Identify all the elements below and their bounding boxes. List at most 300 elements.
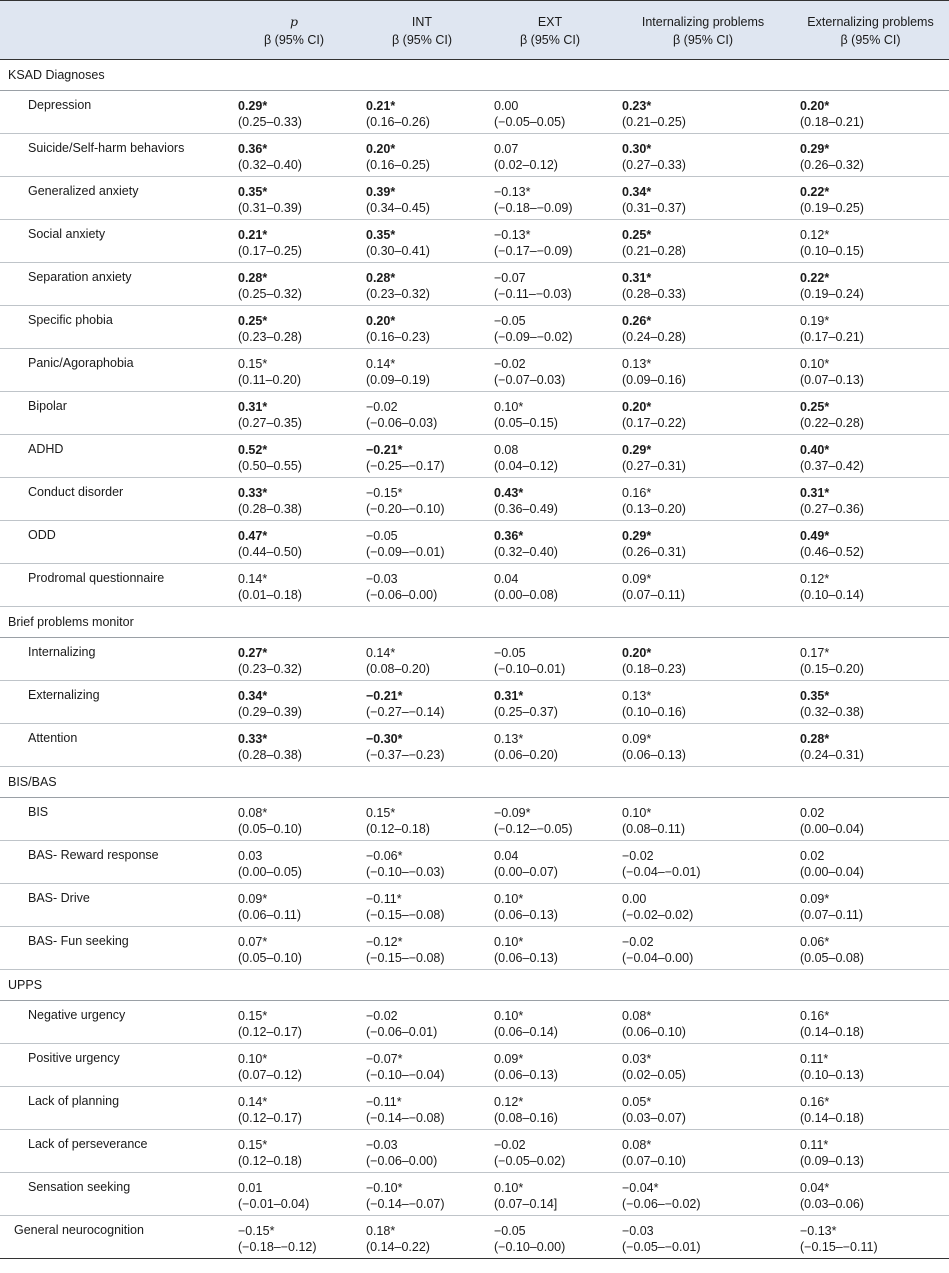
row-label: Attention <box>0 724 230 767</box>
beta-value: 0.02 <box>800 849 825 863</box>
beta-value: 0.07* <box>238 935 268 949</box>
confidence-interval: (0.07–0.11) <box>622 588 686 602</box>
value-cell <box>792 220 949 263</box>
beta-value: 0.13* <box>622 689 652 703</box>
value-cell <box>486 638 614 681</box>
header-corner <box>0 1 230 32</box>
value-cell <box>792 392 949 435</box>
confidence-interval: (−0.10–0.01) <box>494 662 566 676</box>
beta-value: 0.09* <box>622 572 652 586</box>
value-cell <box>358 564 486 607</box>
confidence-interval: (0.37–0.42) <box>800 459 864 473</box>
value-cell <box>358 435 486 478</box>
value-cell <box>614 478 792 521</box>
confidence-interval: (0.00–0.05) <box>238 865 302 879</box>
confidence-interval: (−0.04–0.00) <box>622 951 694 965</box>
value-cell <box>230 91 358 134</box>
value-cell <box>358 134 486 177</box>
value-cell <box>230 177 358 220</box>
value-cell <box>486 1044 614 1087</box>
value-cell <box>792 1044 949 1087</box>
beta-value: 0.28* <box>238 271 268 285</box>
table-row <box>0 681 949 724</box>
beta-value: 0.03* <box>622 1052 652 1066</box>
confidence-interval: (0.30–0.41) <box>366 244 430 258</box>
value-cell <box>358 220 486 263</box>
value-cell <box>792 564 949 607</box>
value-cell <box>792 638 949 681</box>
confidence-interval: (0.10–0.16) <box>622 705 686 719</box>
table-row <box>0 392 949 435</box>
confidence-interval: (0.00–0.04) <box>800 865 864 879</box>
confidence-interval: (−0.15–−0.08) <box>366 951 445 965</box>
beta-value: 0.15* <box>238 1009 268 1023</box>
column-header-internalizing: Internalizing problems <box>614 1 792 32</box>
table-row <box>0 1173 949 1216</box>
row-label: Social anxiety <box>0 220 230 263</box>
beta-value: −0.04* <box>622 1181 659 1195</box>
beta-value: 0.10* <box>494 1009 524 1023</box>
confidence-interval: (0.23–0.32) <box>238 662 302 676</box>
confidence-interval: (−0.20–−0.10) <box>366 502 445 516</box>
value-cell <box>358 91 486 134</box>
table-row <box>0 91 949 134</box>
value-cell <box>230 681 358 724</box>
beta-value: 0.23* <box>622 99 652 113</box>
section-title: KSAD Diagnoses <box>0 60 949 91</box>
confidence-interval: (−0.15–−0.08) <box>366 908 445 922</box>
beta-value: −0.06* <box>366 849 403 863</box>
confidence-interval: (0.11–0.20) <box>238 373 302 387</box>
value-cell <box>792 724 949 767</box>
row-label: General neurocognition <box>0 1216 230 1259</box>
confidence-interval: (0.10–0.15) <box>800 244 864 258</box>
value-cell <box>614 392 792 435</box>
table-row <box>0 478 949 521</box>
beta-value: 0.10* <box>494 1181 524 1195</box>
value-cell <box>230 1130 358 1173</box>
confidence-interval: (0.25–0.32) <box>238 287 302 301</box>
beta-value: 0.20* <box>366 142 396 156</box>
value-cell <box>230 306 358 349</box>
beta-value: −0.15* <box>238 1224 275 1238</box>
row-label: Specific phobia <box>0 306 230 349</box>
table-row <box>0 263 949 306</box>
value-cell <box>486 564 614 607</box>
confidence-interval: (−0.37–−0.23) <box>366 748 445 762</box>
row-label: BIS <box>0 798 230 841</box>
confidence-interval: (−0.17–−0.09) <box>494 244 573 258</box>
confidence-interval: (0.24–0.28) <box>622 330 686 344</box>
beta-value: 0.10* <box>622 806 652 820</box>
value-cell <box>614 134 792 177</box>
table-row <box>0 1130 949 1173</box>
beta-value: 0.00 <box>494 99 519 113</box>
value-cell <box>614 263 792 306</box>
value-cell <box>792 1173 949 1216</box>
value-cell <box>358 724 486 767</box>
confidence-interval: (0.07–0.11) <box>800 908 864 922</box>
beta-value: −0.15* <box>366 486 403 500</box>
beta-value: 0.04 <box>494 572 519 586</box>
value-cell <box>614 638 792 681</box>
beta-value: −0.03 <box>366 1138 398 1152</box>
confidence-interval: (−0.12–−0.05) <box>494 822 573 836</box>
table-row <box>0 1087 949 1130</box>
value-cell <box>358 681 486 724</box>
confidence-interval: (0.06–0.13) <box>494 1068 558 1082</box>
table-row <box>0 306 949 349</box>
beta-value: 0.10* <box>800 357 830 371</box>
confidence-interval: (0.27–0.31) <box>622 459 686 473</box>
beta-value: 0.21* <box>366 99 396 113</box>
beta-value: 0.29* <box>622 443 652 457</box>
beta-value: 0.26* <box>622 314 652 328</box>
confidence-interval: (0.32–0.40) <box>494 545 558 559</box>
table-row <box>0 638 949 681</box>
confidence-interval: (0.05–0.10) <box>238 951 302 965</box>
value-cell <box>614 306 792 349</box>
confidence-interval: (0.00–0.08) <box>494 588 558 602</box>
confidence-interval: (0.29–0.39) <box>238 705 302 719</box>
beta-value: 0.05* <box>622 1095 652 1109</box>
value-cell <box>614 1087 792 1130</box>
confidence-interval: (0.08–0.20) <box>366 662 430 676</box>
table-row <box>0 435 949 478</box>
value-cell <box>792 798 949 841</box>
beta-value: 0.43* <box>494 486 524 500</box>
value-cell <box>614 1044 792 1087</box>
value-cell <box>230 349 358 392</box>
confidence-interval: (0.06–0.20) <box>494 748 558 762</box>
value-cell <box>230 478 358 521</box>
beta-value: 0.07 <box>494 142 519 156</box>
beta-value: 0.22* <box>800 185 830 199</box>
beta-value: −0.03 <box>622 1224 654 1238</box>
beta-value: 0.20* <box>622 646 652 660</box>
value-cell <box>614 91 792 134</box>
confidence-interval: (0.34–0.45) <box>366 201 430 215</box>
beta-value: −0.05 <box>366 529 398 543</box>
beta-value: 0.29* <box>622 529 652 543</box>
row-label: Positive urgency <box>0 1044 230 1087</box>
confidence-interval: (0.18–0.21) <box>800 115 864 129</box>
confidence-interval: (0.21–0.28) <box>622 244 686 258</box>
value-cell <box>486 927 614 970</box>
value-cell <box>792 177 949 220</box>
value-cell <box>792 1087 949 1130</box>
row-label: Lack of perseverance <box>0 1130 230 1173</box>
section-row <box>0 767 949 798</box>
column-header-int: INT <box>358 1 486 32</box>
beta-value: 0.19* <box>800 314 830 328</box>
value-cell <box>230 884 358 927</box>
value-cell <box>614 884 792 927</box>
value-cell <box>486 1001 614 1044</box>
table-row <box>0 564 949 607</box>
confidence-interval: (−0.15–−0.11) <box>800 1240 878 1254</box>
table-header <box>0 1 949 60</box>
confidence-interval: (0.00–0.04) <box>800 822 864 836</box>
beta-value: 0.17* <box>800 646 830 660</box>
column-sublabel: β (95% CI) <box>230 31 358 60</box>
confidence-interval: (0.12–0.17) <box>238 1025 302 1039</box>
value-cell <box>358 1216 486 1259</box>
value-cell <box>614 435 792 478</box>
beta-value: 0.01 <box>238 1181 263 1195</box>
beta-value: 0.04 <box>494 849 519 863</box>
beta-value: 0.35* <box>238 185 268 199</box>
beta-value: 0.10* <box>494 935 524 949</box>
beta-value: −0.05 <box>494 1224 526 1238</box>
table-row <box>0 724 949 767</box>
value-cell <box>230 220 358 263</box>
header-corner-sub <box>0 31 230 60</box>
confidence-interval: (0.27–0.36) <box>800 502 864 516</box>
value-cell <box>614 681 792 724</box>
beta-value: 0.03 <box>238 849 263 863</box>
confidence-interval: (0.04–0.12) <box>494 459 558 473</box>
value-cell <box>792 478 949 521</box>
section-row <box>0 60 949 91</box>
confidence-interval: (0.01–0.18) <box>238 588 302 602</box>
row-label: Sensation seeking <box>0 1173 230 1216</box>
confidence-interval: (0.03–0.06) <box>800 1197 864 1211</box>
beta-value: 0.09* <box>800 892 830 906</box>
value-cell <box>230 1173 358 1216</box>
confidence-interval: (0.06–0.13) <box>494 908 558 922</box>
table-row <box>0 1044 949 1087</box>
value-cell <box>486 220 614 263</box>
value-cell <box>486 478 614 521</box>
column-sublabel: β (95% CI) <box>358 31 486 60</box>
value-cell <box>358 1001 486 1044</box>
beta-value: 0.12* <box>494 1095 524 1109</box>
table-row <box>0 177 949 220</box>
table-row <box>0 798 949 841</box>
confidence-interval: (0.09–0.13) <box>800 1154 864 1168</box>
row-label: BAS- Reward response <box>0 841 230 884</box>
beta-value: 0.36* <box>238 142 268 156</box>
confidence-interval: (−0.06–0.03) <box>366 416 438 430</box>
value-cell <box>358 1087 486 1130</box>
beta-value: −0.21* <box>366 443 403 457</box>
confidence-interval: (0.05–0.15) <box>494 416 558 430</box>
confidence-interval: (−0.07–0.03) <box>494 373 566 387</box>
section-title: UPPS <box>0 970 949 1001</box>
confidence-interval: (0.08–0.16) <box>494 1111 558 1125</box>
confidence-interval: (0.05–0.08) <box>800 951 864 965</box>
confidence-interval: (0.18–0.23) <box>622 662 686 676</box>
value-cell <box>486 392 614 435</box>
beta-value: 0.14* <box>366 357 396 371</box>
value-cell <box>614 1173 792 1216</box>
value-cell <box>614 927 792 970</box>
row-label: ADHD <box>0 435 230 478</box>
confidence-interval: (−0.05–0.02) <box>494 1154 566 1168</box>
confidence-interval: (−0.01–0.04) <box>238 1197 310 1211</box>
table-row <box>0 927 949 970</box>
confidence-interval: (0.50–0.55) <box>238 459 302 473</box>
row-label: Negative urgency <box>0 1001 230 1044</box>
value-cell <box>486 841 614 884</box>
beta-value: −0.11* <box>366 892 402 906</box>
confidence-interval: (0.14–0.18) <box>800 1025 864 1039</box>
beta-value: −0.09* <box>494 806 531 820</box>
confidence-interval: (−0.06–0.01) <box>366 1025 438 1039</box>
confidence-interval: (0.22–0.28) <box>800 416 864 430</box>
row-label: Conduct disorder <box>0 478 230 521</box>
beta-value: −0.30* <box>366 732 403 746</box>
beta-value: 0.25* <box>238 314 268 328</box>
beta-value: 0.39* <box>366 185 396 199</box>
beta-value: 0.34* <box>622 185 652 199</box>
beta-value: 0.08* <box>238 806 268 820</box>
confidence-interval: (0.28–0.38) <box>238 748 302 762</box>
beta-value: −0.07* <box>366 1052 403 1066</box>
confidence-interval: (−0.10–−0.03) <box>366 865 445 879</box>
beta-value: 0.35* <box>800 689 830 703</box>
beta-value: 0.10* <box>238 1052 268 1066</box>
confidence-interval: (0.23–0.32) <box>366 287 430 301</box>
confidence-interval: (0.06–0.10) <box>622 1025 686 1039</box>
value-cell <box>230 134 358 177</box>
confidence-interval: (−0.02–0.02) <box>622 908 694 922</box>
table-row <box>0 1001 949 1044</box>
beta-value: −0.21* <box>366 689 403 703</box>
confidence-interval: (0.19–0.25) <box>800 201 864 215</box>
value-cell <box>358 478 486 521</box>
value-cell <box>614 564 792 607</box>
value-cell <box>358 1044 486 1087</box>
confidence-interval: (0.32–0.40) <box>238 158 302 172</box>
value-cell <box>486 1087 614 1130</box>
beta-value: −0.07 <box>494 271 526 285</box>
value-cell <box>358 1130 486 1173</box>
confidence-interval: (0.02–0.12) <box>494 158 558 172</box>
beta-value: 0.11* <box>800 1138 829 1152</box>
value-cell <box>230 392 358 435</box>
value-cell <box>792 1130 949 1173</box>
table-row <box>0 220 949 263</box>
beta-value: 0.20* <box>622 400 652 414</box>
value-cell <box>792 1216 949 1259</box>
confidence-interval: (0.07–0.14] <box>494 1197 558 1211</box>
confidence-interval: (−0.27–−0.14) <box>366 705 445 719</box>
row-label: BAS- Drive <box>0 884 230 927</box>
value-cell <box>792 134 949 177</box>
confidence-interval: (0.16–0.26) <box>366 115 430 129</box>
value-cell <box>792 435 949 478</box>
confidence-interval: (−0.14–−0.08) <box>366 1111 445 1125</box>
beta-value: 0.20* <box>366 314 396 328</box>
value-cell <box>614 841 792 884</box>
value-cell <box>614 349 792 392</box>
beta-value: −0.02 <box>622 935 654 949</box>
beta-value: 0.30* <box>622 142 652 156</box>
value-cell <box>358 306 486 349</box>
confidence-interval: (−0.14–−0.07) <box>366 1197 445 1211</box>
confidence-interval: (0.10–0.14) <box>800 588 864 602</box>
row-label: Internalizing <box>0 638 230 681</box>
value-cell <box>230 927 358 970</box>
table-row <box>0 134 949 177</box>
column-sublabel: β (95% CI) <box>614 31 792 60</box>
column-sublabel: β (95% CI) <box>792 31 949 60</box>
value-cell <box>486 724 614 767</box>
confidence-interval: (−0.06–−0.02) <box>622 1197 701 1211</box>
beta-value: 0.00 <box>622 892 647 906</box>
table-row <box>0 1216 949 1259</box>
confidence-interval: (0.06–0.13) <box>622 748 686 762</box>
column-sublabel: β (95% CI) <box>486 31 614 60</box>
value-cell <box>486 1173 614 1216</box>
beta-value: 0.12* <box>800 228 830 242</box>
beta-value: 0.28* <box>366 271 396 285</box>
confidence-interval: (0.06–0.13) <box>494 951 558 965</box>
table-body <box>0 60 949 1259</box>
confidence-interval: (0.28–0.38) <box>238 502 302 516</box>
beta-value: 0.14* <box>238 572 268 586</box>
confidence-interval: (0.08–0.11) <box>622 822 686 836</box>
value-cell <box>230 1001 358 1044</box>
beta-value: −0.13* <box>800 1224 837 1238</box>
beta-value: −0.11* <box>366 1095 402 1109</box>
beta-value: −0.02 <box>494 1138 526 1152</box>
row-label: Suicide/Self-harm behaviors <box>0 134 230 177</box>
confidence-interval: (−0.18–−0.12) <box>238 1240 317 1254</box>
beta-value: 0.49* <box>800 529 830 543</box>
value-cell <box>792 263 949 306</box>
value-cell <box>358 927 486 970</box>
confidence-interval: (0.21–0.25) <box>622 115 686 129</box>
beta-value: 0.52* <box>238 443 268 457</box>
confidence-interval: (0.02–0.05) <box>622 1068 686 1082</box>
beta-value: 0.27* <box>238 646 268 660</box>
confidence-interval: (0.10–0.13) <box>800 1068 864 1082</box>
beta-value: 0.16* <box>800 1095 830 1109</box>
value-cell <box>792 927 949 970</box>
confidence-interval: (0.19–0.24) <box>800 287 864 301</box>
confidence-interval: (−0.05–−0.01) <box>622 1240 701 1254</box>
beta-value: −0.05 <box>494 646 526 660</box>
beta-value: 0.14* <box>366 646 396 660</box>
value-cell <box>792 681 949 724</box>
value-cell <box>230 638 358 681</box>
row-label: Separation anxiety <box>0 263 230 306</box>
confidence-interval: (0.07–0.13) <box>800 373 864 387</box>
confidence-interval: (0.14–0.22) <box>366 1240 430 1254</box>
beta-value: 0.40* <box>800 443 830 457</box>
confidence-interval: (0.07–0.10) <box>622 1154 686 1168</box>
confidence-interval: (0.16–0.25) <box>366 158 430 172</box>
value-cell <box>230 564 358 607</box>
confidence-interval: (0.23–0.28) <box>238 330 302 344</box>
beta-value: −0.02 <box>366 400 398 414</box>
value-cell <box>230 1216 358 1259</box>
beta-value: 0.34* <box>238 689 268 703</box>
confidence-interval: (−0.11–−0.03) <box>494 287 572 301</box>
confidence-interval: (0.06–0.11) <box>238 908 302 922</box>
column-header-ext: EXT <box>486 1 614 32</box>
column-header-externalizing: Externalizing problems <box>792 1 949 32</box>
beta-value: 0.21* <box>238 228 268 242</box>
value-cell <box>230 724 358 767</box>
value-cell <box>614 724 792 767</box>
confidence-interval: (0.13–0.20) <box>622 502 686 516</box>
value-cell <box>614 177 792 220</box>
beta-value: −0.10* <box>366 1181 403 1195</box>
